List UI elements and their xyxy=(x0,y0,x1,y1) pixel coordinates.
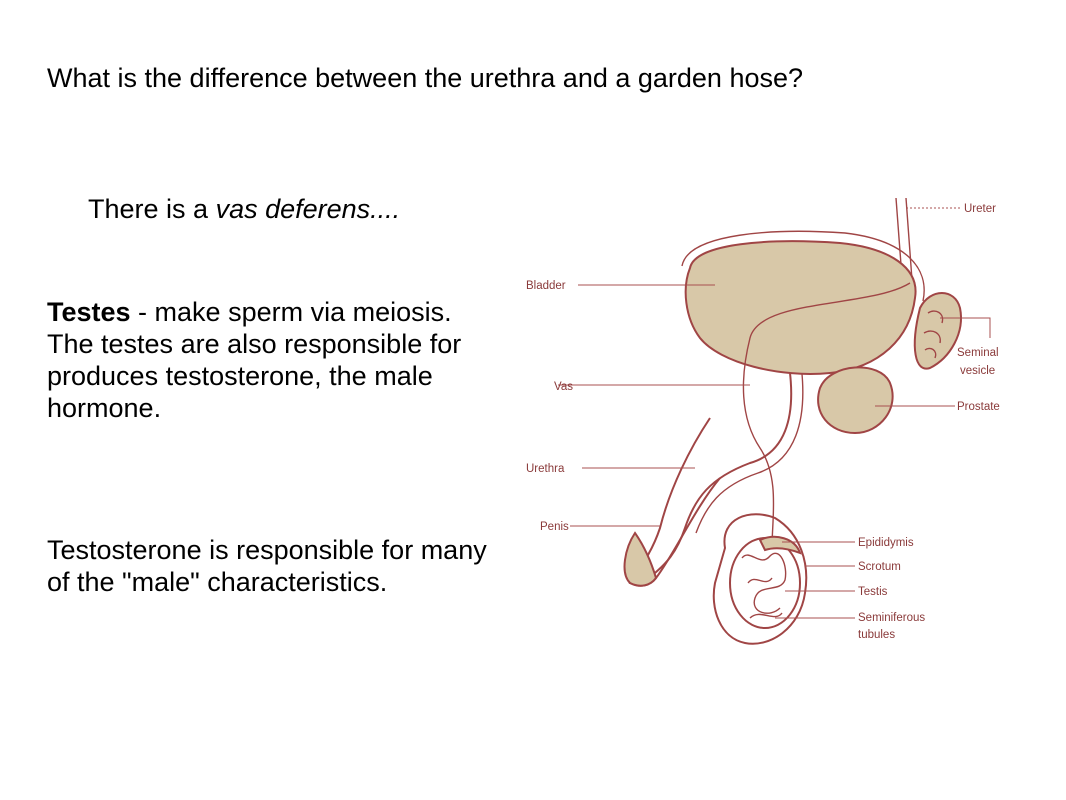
testes-description: - make sperm via meiosis. The testes are also responsible for produces testosterone, the male hormone. xyxy=(47,297,462,423)
label-prostate: Prostate xyxy=(957,401,1000,413)
label-seminiferous-1: Seminiferous xyxy=(858,612,926,624)
prostate-organ xyxy=(818,367,893,433)
label-penis: Penis xyxy=(540,521,569,533)
testes-term: Testes xyxy=(47,297,131,327)
label-testis: Testis xyxy=(858,586,888,598)
male-reproductive-diagram xyxy=(510,188,1030,663)
joke-text xyxy=(88,193,400,225)
label-scrotum: Scrotum xyxy=(858,561,901,573)
seminal-vesicle-organ xyxy=(915,293,961,369)
label-bladder: Bladder xyxy=(526,280,566,292)
joke-prefix: There is a xyxy=(88,194,216,224)
joke-italic: vas deferens.... xyxy=(215,194,401,224)
label-urethra: Urethra xyxy=(526,463,565,475)
label-seminal-1: Seminal xyxy=(957,347,999,359)
question-text: What is the difference between the urethra and a garden hose? xyxy=(47,63,804,93)
label-seminiferous-2: tubules xyxy=(858,629,896,641)
label-seminal-2: vesicle xyxy=(960,365,996,377)
label-vas: Vas xyxy=(554,381,573,393)
label-epididymis: Epididymis xyxy=(858,537,914,549)
testes-paragraph xyxy=(47,296,497,424)
label-ureter: Ureter xyxy=(964,203,996,215)
bladder-organ xyxy=(686,241,916,374)
testosterone-paragraph: Testosterone is responsible for many of the "male" characteristics. xyxy=(47,535,487,597)
